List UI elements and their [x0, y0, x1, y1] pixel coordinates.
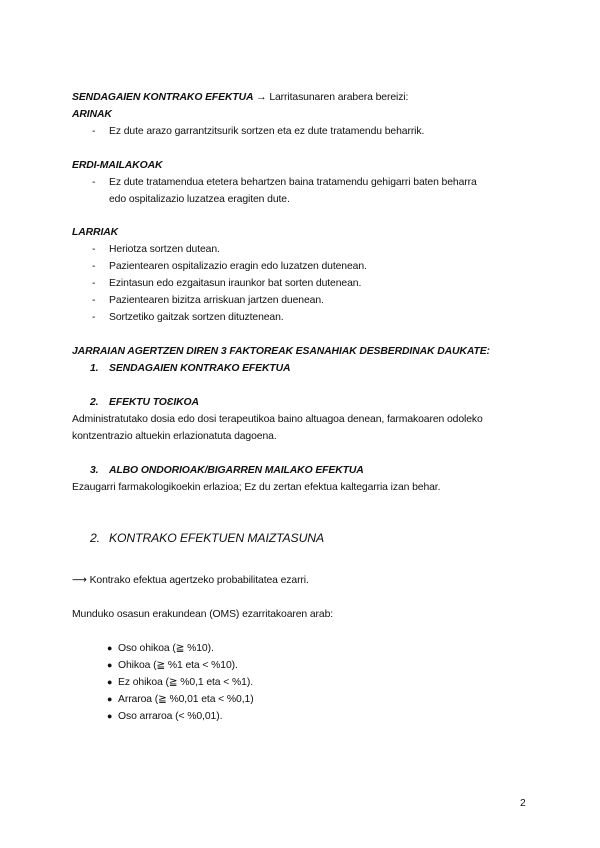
dash-marker: - [92, 261, 96, 272]
erdi-title: ERDI-MAILAKOAK [72, 160, 163, 171]
section-2-oms-line: Munduko osasun erakundean (OMS) ezarritakoaren arab: [72, 609, 334, 620]
factor-2-text-line1: Administratutako dosia edo dosi terapeutikoa baino altuagoa denean, farmakoaren odoleko [72, 414, 483, 425]
larriak-title: LARRIAK [72, 227, 119, 238]
factor-1-number: 1. [90, 363, 99, 374]
frequency-item: Oso ohikoa (≧ %10). [118, 643, 214, 654]
bullet-dot-icon: ● [107, 694, 113, 704]
dash-marker: - [92, 126, 96, 137]
larriak-item: Sortzetiko gaitzak sortzen dituztenean. [109, 312, 284, 323]
bullet-dot-icon: ● [107, 660, 113, 670]
larriak-item: Pazientearen ospitalizazio eragin edo luzatzen dutenean. [109, 261, 367, 272]
dash-marker: - [92, 312, 96, 323]
dash-marker: - [92, 177, 96, 188]
factor-2-text-line2: kontzentrazio altuekin erlazionatuta dagoena. [72, 431, 277, 442]
factors-title: JARRAIAN AGERTZEN DIREN 3 FAKTOREAK ESANAHIAK DESBERDINAK DAUKATE: [72, 346, 490, 357]
frequency-item: Ohikoa (≧ %1 eta < %10). [118, 660, 238, 671]
intro-heading: SENDAGAIEN KONTRAKO EFEKTUA [72, 92, 254, 103]
factor-2-number: 2. [90, 397, 99, 408]
frequency-item: Oso arraroa (< %0,01). [118, 711, 223, 722]
section-2-title: KONTRAKO EFEKTUEN MAIZTASUNA [109, 531, 325, 545]
factor-1-label: SENDAGAIEN KONTRAKO EFEKTUA [109, 363, 291, 374]
factor-3-text: Ezaugarri farmakologikoekin erlazioa; Ez du zertan efektua kaltegarria izan behar. [72, 482, 441, 493]
section-2-number: 2. [90, 531, 100, 545]
dash-marker: - [92, 278, 96, 289]
arinak-item: Ez dute arazo garrantzitsurik sortzen eta ez dute tratamendu beharrik. [109, 126, 425, 137]
arinak-title: ARINAK [72, 109, 112, 120]
intro-rest: → Larritasunaren arabera bereizi: [253, 92, 409, 103]
larriak-item: Ezintasun edo ezgaitasun iraunkor bat sorten dutenean. [109, 278, 362, 289]
factor-2-label: EFEKTU TOƐIKOA [109, 397, 199, 408]
erdi-item-line2: edo ospitalizazio luzatzea eragiten dute. [109, 194, 290, 205]
bullet-dot-icon: ● [107, 643, 113, 653]
page-number: 2 [520, 798, 526, 809]
factor-3-number: 3. [90, 465, 99, 476]
bullet-dot-icon: ● [107, 711, 113, 721]
dash-marker: - [92, 244, 96, 255]
bullet-dot-icon: ● [107, 677, 113, 687]
factor-3-label: ALBO ONDORIOAK/BIGARREN MAILAKO EFEKTUA [109, 465, 364, 476]
intro-line [72, 91, 408, 104]
frequency-item: Ez ohikoa (≧ %0,1 eta < %1). [118, 677, 253, 688]
erdi-item-line1: Ez dute tratamendua etetera behartzen baina tratamendu gehigarri baten beharra [109, 177, 477, 188]
larriak-item: Pazientearen bizitza arriskuan jartzen duenean. [109, 295, 324, 306]
section-2-arrow-line: ⟶ Kontrako efektua agertzeko probabilitatea ezarri. [72, 575, 309, 586]
frequency-item: Arraroa (≧ %0,01 eta < %0,1) [118, 694, 254, 705]
dash-marker: - [92, 295, 96, 306]
larriak-item: Heriotza sortzen dutean. [109, 244, 220, 255]
